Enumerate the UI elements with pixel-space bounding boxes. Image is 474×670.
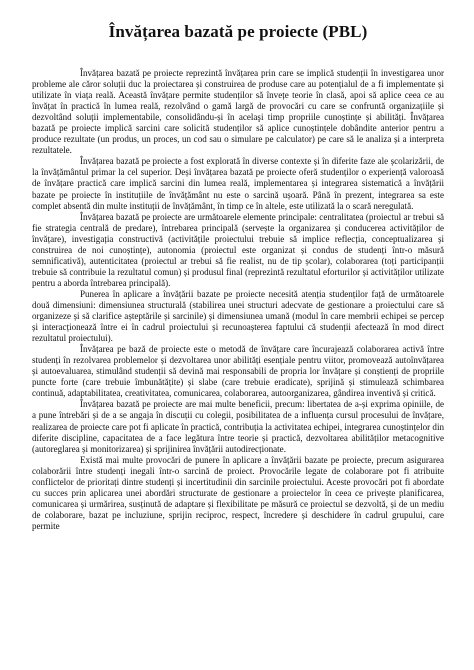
paragraph-5: Învățarea pe bază de proiecte este o metodă de învățare care încurajează colaborarea activă între studenți în rezolvarea problemelor și dezvoltarea unor abilități esențiale pentru viitor, promovează autoînvățarea și autoevaluarea, stimulând studenții să devină mai responsabili de propria lor învățare și conștienți de propriile puncte forte (care trebuie îmbunătățite) și slabe (care trebuie eradicate), sprijină și stimulează schimbarea continuă, adaptabilitatea, creativitatea, comunicarea, colaborarea, autoorganizarea, gândirea inventivă și critică. (32, 344, 444, 399)
document-body (32, 68, 444, 532)
paragraph-1: Învățarea bazată pe proiecte reprezintă învățarea prin care se implică studenții în investigarea unor probleme ale căror soluții duc la proiectarea și construirea de produse care au potențialul de a fi implementate și utilizate în viața reală. Această învățare permite studenților să învețe teorie în clasă, apoi să aplice ceea ce au învățat în practică în lumea reală, rezolvând o gamă largă de provocări cu care se confruntă organizațiile și dezvoltând soluții implementabile, consolidându-și în acelaşi timp propriile cunoștințe și abilități. Învățarea bazată pe proiecte implică sarcini care solicită studenților să aplice cunoștințele dobândite anterior pentru a produce rezultate (un produs, un proces, un cod sau o simulare pe calculator) pe care să le analiza și a interpreta rezultatele. (32, 68, 444, 156)
paragraph-7: Există mai multe provocări de punere în aplicare a învățării bazate pe proiecte, precum asigurarea colaborării între studenți inegali într-o sarcină de proiect. Provocările legate de colaborare pot fi atribuite conflictelor de prioritați dintre studenți și incertitudinii din sarcinile proiectului. Aceste provocări pot fi abordate cu succes prin aplicarea unei abordări structurate de gestionare a proiectelor în ceea ce privește planificarea, comunicarea și urmărirea, susținută de adaptare și flexibilitate pe măsură ce proiectul se dezvoltă, și de un mediu de colaborare, bazat pe incluziune, sprijin reciproc, respect, încredere și deschidere în cadrul grupului, care permite (32, 454, 444, 531)
paragraph-6: Învățarea bazată pe proiecte are mai multe beneficii, precum: libertatea de a-și exprima opiniile, de a pune întrebări și de a se angaja în discuții cu colegii, posibilitatea de a influența cursul procesului de învățare, realizarea de proiecte care pot fi aplicate în practică, contribuția la activitatea echipei, integrarea cunoștințelor din diferite discipline, capacitatea de a face legătura între teorie și practică, dezvoltarea abilităților metacognitive (autoreglarea și monitorizarea) și sprijinirea învățării autodirecționate. (32, 399, 444, 454)
document-title: Învățarea bazată pe proiecte (PBL) (108, 22, 368, 41)
paragraph-3: Învățarea bazată pe proiecte are următoarele elemente principale: centralitatea (proiectul ar trebui să fie strategia centrală de predare), întrebarea principală (servește la organizarea și conducerea activităților de învățare), investigația constructivă (activitățile proiectului trebuie să implice reflecția, conceptualizarea și construirea de noi cunoștințe), autonomia (proiectul este organizat și condus de studenți într-o măsură semnificativă), autenticitatea (proiectul ar trebui să fie realist, nu de tip școlar), colaborarea (toți participanții trebuie să contribuie la rezultatul comun) și produsul final (reprezintă rezultatul eforturilor și activităților utilizate pentru a aborda întrebarea principală). (32, 211, 444, 288)
paragraph-4: Punerea în aplicare a învățării bazate pe proiecte necesită atenția studenților față de următoarele două dimensiuni: dimensiunea structurală (stabilirea unei structuri adecvate de gestionare a proiectului care să organizeze și să clarifice așteptările și sarcinile) și dimensiunea umană (modul în care membrii echipei se percep și interacționează între ei în cadrul proiectului și recunoașterea faptului că studenții afectează în mod direct rezultatul proiectului). (32, 288, 444, 344)
paragraph-2: Învățarea bazată pe proiecte a fost explorată în diverse contexte și în diferite faze ale școlarizării, de la învățământul primar la cel superior. Deși învățarea bazată pe proiecte oferă studenților o experiență valoroasă de învățare practică care implică sarcini din lumea reală, implementarea și integrarea sistematică a învățării bazate pe proiecte în instituțiile de învățământ nu este o sarcină ușoară. Până în prezent, integrarea sa este complet absentă din multe instituții de învățământ, în timp ce în altele, este utilizată la o scară neregulată. (32, 156, 444, 211)
